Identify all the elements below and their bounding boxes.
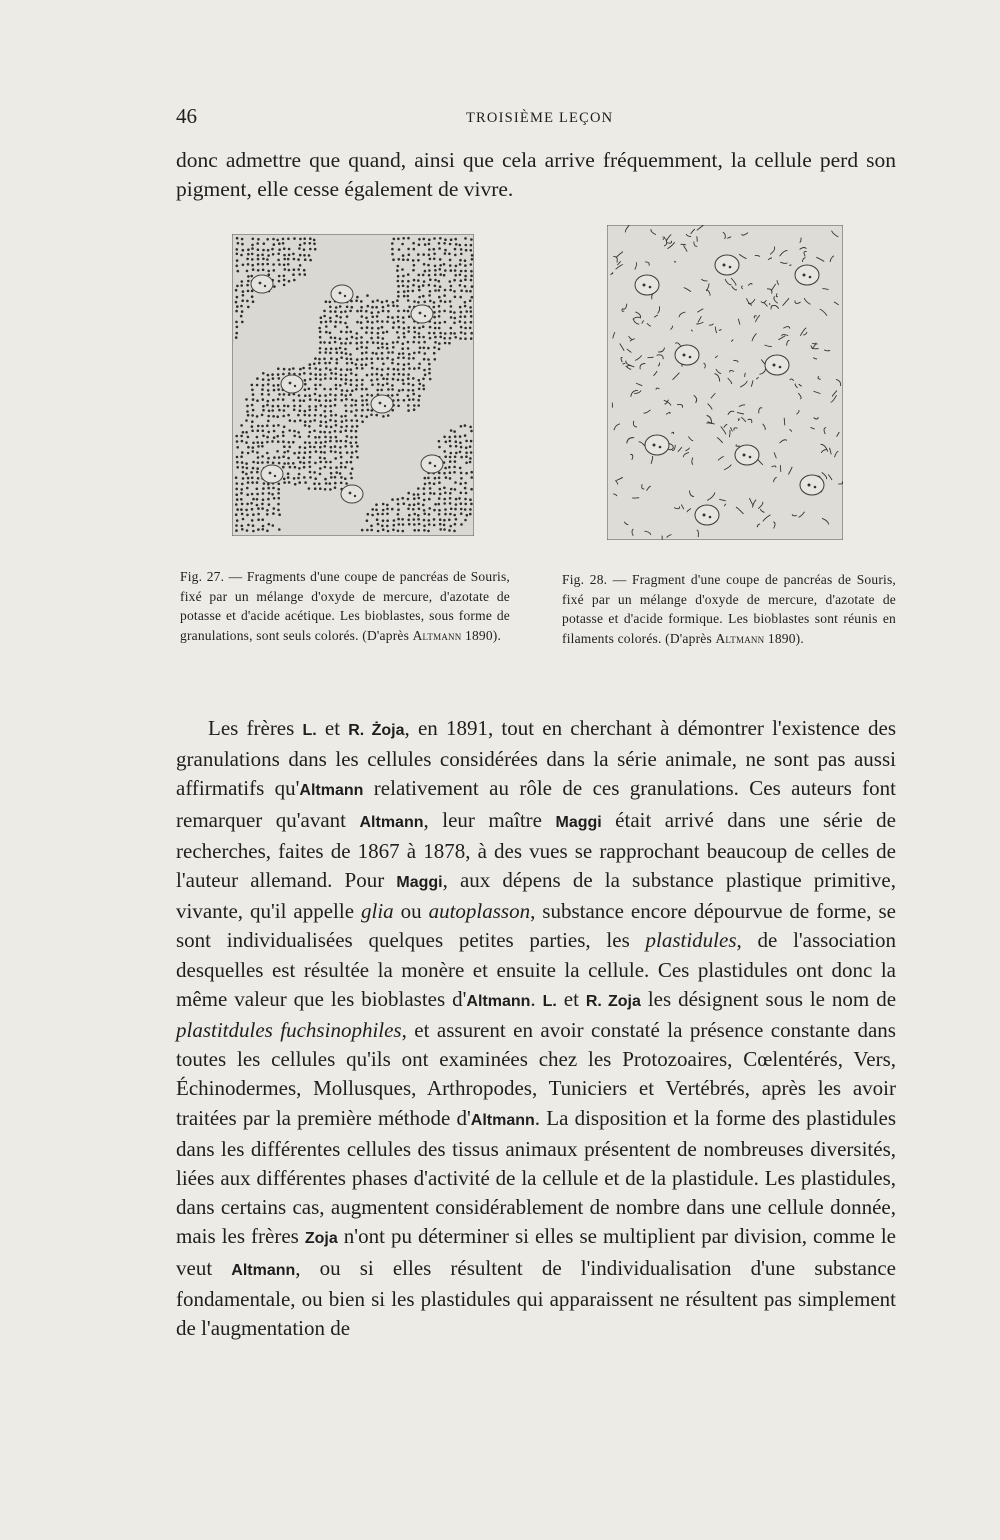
text-run: Les frères [208,716,303,740]
italic-term: plastidules [645,928,737,953]
text-run: ou [393,899,429,924]
text-run: , de l'association desquelles est résultée la monère et ensuite la cellule. Ces plastidules ont donc la même valeur que les bioblastes d' [176,928,896,1011]
text-run: relativement au rôle de ces granulations. Ces auteurs font remarquer qu'avant [176,776,896,832]
text-run: et [556,986,586,1011]
figure-27-illustration [232,234,474,536]
text-run: , substance encore dépourvue de forme, se sont individualisées quelques petites parties, les [176,899,896,953]
figure-28-caption-year: 1890). [764,630,804,646]
text-run: , et assurent en avoir constaté la présence constante dans toutes les cellules qu'ils ont examinées chez les Protozoaires, Cœlentérés, Vers, Échinodermes, Mollusques, Arthropodes, Tuniciers et Vertébrés, après les avoir traitées par la première méthode d' [176,1018,896,1130]
italic-term: autoplasson [428,899,531,924]
author-name: Zoja [304,1230,338,1248]
intro-paragraph: donc admettre que quand, ainsi que cela arrive fréquemment, la cellule perd son pigment, elle cesse également de vivre. [176,148,896,201]
figure-27-caption-text: Fig. 27. — Fragments d'une coupe de pancréas de Souris, fixé par un mélange d'oxyde de mercure, d'azotate de potasse et d'acide acétique. Les bioblastes, sous forme de granulations, sont seuls colorés. (D'après [180,569,510,643]
text-run: , en 1891, tout en cherchant à démontrer l'existence des granulations dans les cellules considérées dans la série animale, ne sont pas aussi affirmatifs qu' [176,716,896,801]
text-run: . La disposition et la forme des plastidules dans les différentes cellules des tissus animaux présentent de nombreuses diversités, liées aux différentes phases d'activité de la cellule et de la plastidule. Les plastidules, dans certains cas, augmentent considérablement de nombre dans une cellule donnée, mais les frères [176,1105,897,1249]
author-name: R. Żoja [348,722,405,739]
author-name: Altmann [470,1111,535,1129]
figure-28-illustration [607,225,843,540]
italic-term: glia [361,899,394,924]
text-run: était arrivé dans une série de recherches, faites de 1867 à 1878, à des vues se rapprochant beaucoup de celles de l'auteur allemand. Pour [176,807,896,893]
author-name: R. Zoja [585,992,641,1010]
author-name: Altmann [299,782,364,800]
author-name: Maggi [555,813,602,831]
figure-28-caption [562,570,896,648]
running-head: TROISIÈME LEÇON [466,110,614,126]
text-run: , leur maître [423,807,556,832]
figure-27-caption-author: Altmann [412,627,462,643]
author-name: L. [302,722,317,739]
author-name: Altmann [359,813,424,831]
figure-28-caption-author: Altmann [715,630,765,646]
author-name: Maggi [396,874,443,892]
text-run: n'ont pu déterminer si elles se multiplient par division, comme le veut [176,1224,896,1280]
figure-28-caption-text: Fig. 28. — Fragment d'une coupe de pancréas de Souris, fixé par un mélange d'oxyde de mercure, d'azotate de potasse et d'acide formique. Les bioblastes sont réunis en filaments colorés. (D'après [562,572,896,646]
page-number: 46 [176,104,197,128]
text-run: et [316,716,349,740]
figure-27-caption [180,567,510,645]
author-name: Altmann [231,1261,296,1279]
author-name: L. [542,992,557,1010]
text-run: . [530,986,543,1011]
text-run: les désignent sous le nom de [640,986,897,1011]
text-run: , ou si elles résultent de l'individualisation d'une substance fondamentale, ou bien si les plastidules qui apparaissent ne résultent pas simplement de l'augmentation de [176,1255,897,1341]
author-name: Altmann [466,992,531,1010]
figure-27-caption-year: 1890). [461,627,502,643]
main-paragraph [176,714,896,1343]
italic-term: plastitdules fuchsinophiles [176,1018,402,1043]
text-run: , aux dépens de la substance plastique primitive, vivante, qu'il appelle [176,868,896,924]
page-header [176,104,896,134]
